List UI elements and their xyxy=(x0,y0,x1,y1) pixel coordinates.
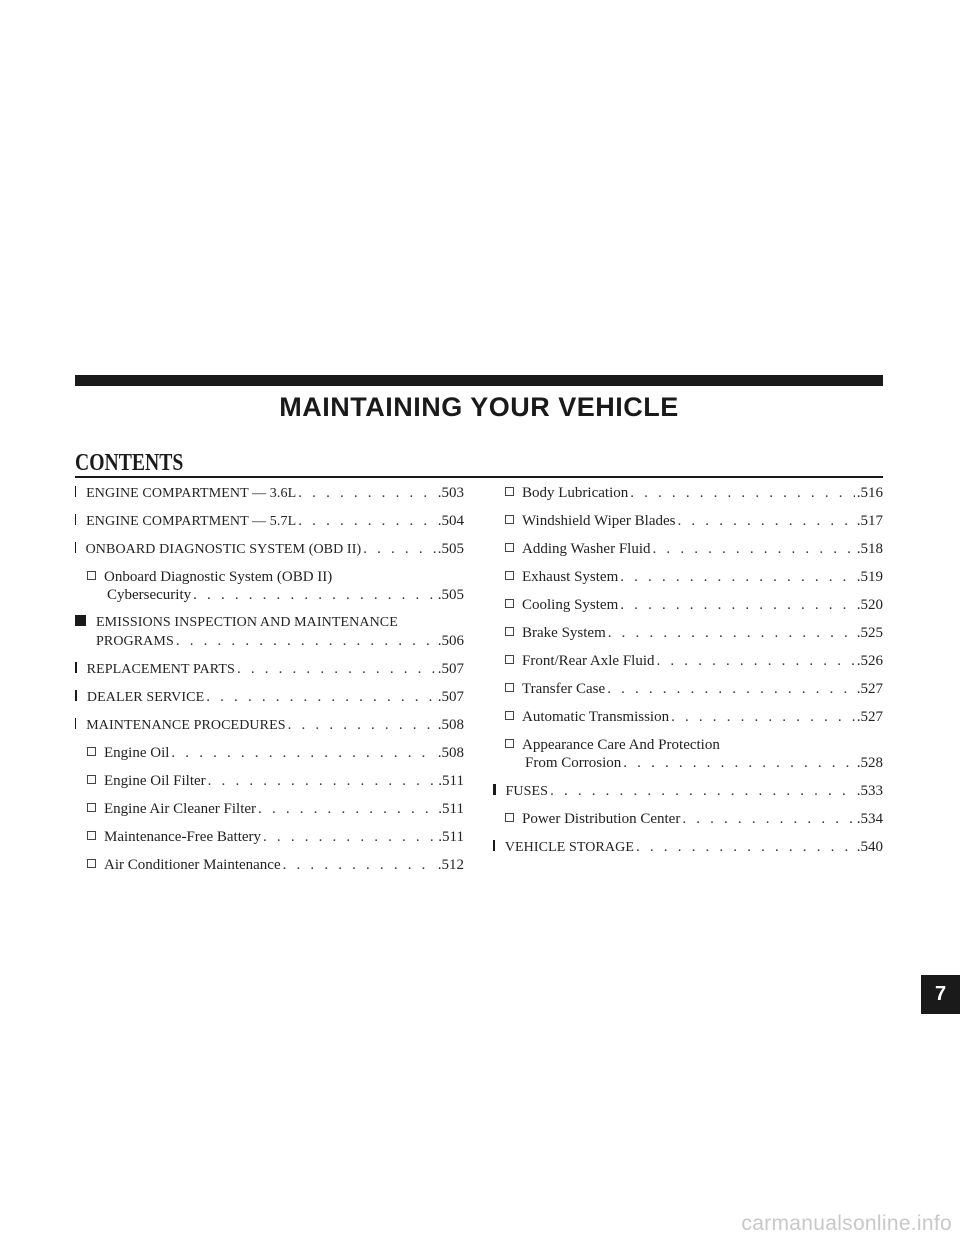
toc-entry-title: Windshield Wiper Blades xyxy=(522,513,676,529)
toc-entry xyxy=(505,652,883,670)
dot-leader xyxy=(171,744,435,762)
dot-leader xyxy=(653,540,855,558)
toc-entry-title: From Corrosion xyxy=(525,755,622,771)
dot-leader xyxy=(623,754,854,772)
toc-entry-title: Air Conditioner Maintenance xyxy=(104,857,281,873)
hollow-square-bullet-icon xyxy=(505,515,514,524)
dot-leader xyxy=(298,512,435,530)
toc-entry xyxy=(87,744,464,762)
toc-entry-title: Exhaust System xyxy=(522,569,619,585)
hollow-square-bullet-icon xyxy=(505,543,514,552)
dot-leader xyxy=(193,586,436,604)
square-bullet-icon xyxy=(75,514,76,525)
dot-leader xyxy=(258,800,436,818)
toc-page-number: .516 xyxy=(856,485,883,501)
hollow-square-bullet-icon xyxy=(87,803,96,812)
toc-entry xyxy=(505,810,883,828)
toc-entry-title: Brake System xyxy=(522,625,606,641)
toc-entry xyxy=(505,736,883,772)
contents-rule xyxy=(75,476,883,478)
toc-page-number: .508 xyxy=(437,717,464,733)
hollow-square-bullet-icon xyxy=(87,571,96,580)
toc-entry xyxy=(75,540,464,559)
toc-entry xyxy=(505,708,883,726)
hollow-square-bullet-icon xyxy=(87,747,96,756)
toc-page-number: .540 xyxy=(856,839,883,855)
toc-entry-title: ENGINE COMPARTMENT — 3.6L xyxy=(86,486,297,501)
toc-entry xyxy=(75,716,464,735)
square-bullet-icon xyxy=(75,662,77,673)
dot-leader xyxy=(283,856,436,874)
toc-page-number: .517 xyxy=(856,513,883,529)
square-bullet-icon xyxy=(75,486,76,497)
dot-leader xyxy=(288,716,436,734)
toc-entry xyxy=(75,688,464,707)
toc-entry-title: Engine Air Cleaner Filter xyxy=(104,801,257,817)
dot-leader xyxy=(237,660,436,678)
dot-leader xyxy=(363,540,436,558)
hollow-square-bullet-icon xyxy=(505,711,514,720)
toc-entry-title: Body Lubrication xyxy=(522,485,629,501)
toc-entry xyxy=(87,568,464,604)
toc-entry-title: ONBOARD DIAGNOSTIC SYSTEM (OBD II) xyxy=(85,542,362,557)
toc-entry-title: REPLACEMENT PARTS xyxy=(86,662,235,677)
hollow-square-bullet-icon xyxy=(87,831,96,840)
toc-entry xyxy=(505,568,883,586)
toc-entry xyxy=(505,512,883,530)
dot-leader xyxy=(607,680,855,698)
toc-page-number: .520 xyxy=(856,597,883,613)
toc-page-number: .534 xyxy=(856,811,883,827)
toc-page-number: .505 xyxy=(437,587,464,603)
hollow-square-bullet-icon xyxy=(505,627,514,636)
toc-page-number: .528 xyxy=(856,755,883,771)
toc-page-number: .503 xyxy=(437,485,464,501)
dot-leader xyxy=(678,512,855,530)
watermark: carmanualsonline.info xyxy=(741,1212,952,1235)
square-bullet-icon xyxy=(75,718,76,729)
toc-entry xyxy=(505,484,883,502)
toc-entry-title: PROGRAMS xyxy=(96,634,174,649)
toc-page-number: .511 xyxy=(438,773,464,789)
toc-page-number: .507 xyxy=(437,689,464,705)
toc-entry xyxy=(87,856,464,874)
hollow-square-bullet-icon xyxy=(87,775,96,784)
dot-leader xyxy=(608,624,855,642)
toc-entry-title: Maintenance-Free Battery xyxy=(104,829,262,845)
toc-page-number: .519 xyxy=(856,569,883,585)
toc-entry-title: FUSES xyxy=(505,784,549,799)
toc-page-number: .506 xyxy=(437,633,464,649)
dot-leader xyxy=(208,772,437,790)
dot-leader xyxy=(630,484,855,502)
toc-entry xyxy=(505,680,883,698)
toc-entry xyxy=(87,800,464,818)
hollow-square-bullet-icon xyxy=(505,655,514,664)
toc-entry xyxy=(75,484,464,503)
toc-page-number: .505 xyxy=(437,541,464,557)
hollow-square-bullet-icon xyxy=(505,599,514,608)
square-bullet-icon xyxy=(493,840,495,851)
dot-leader xyxy=(671,708,855,726)
hollow-square-bullet-icon xyxy=(505,683,514,692)
contents-heading: CONTENTS xyxy=(75,450,184,476)
square-bullet-icon xyxy=(75,542,76,553)
toc-entry xyxy=(493,782,883,801)
dot-leader xyxy=(657,652,855,670)
toc-page-number: .507 xyxy=(437,661,464,677)
dot-leader xyxy=(263,828,436,846)
toc-page-number: .504 xyxy=(437,513,464,529)
hollow-square-bullet-icon xyxy=(505,739,514,748)
toc-page-number: .533 xyxy=(856,783,883,799)
dot-leader xyxy=(620,596,854,614)
toc-entry xyxy=(75,512,464,531)
toc-entry xyxy=(505,540,883,558)
toc-page-number: .508 xyxy=(437,745,464,761)
square-bullet-icon xyxy=(493,784,496,795)
hollow-square-bullet-icon xyxy=(505,813,514,822)
toc-page-number: .525 xyxy=(856,625,883,641)
toc-entry-title: MAINTENANCE PROCEDURES xyxy=(86,718,286,733)
toc-entry-title: Cooling System xyxy=(522,597,619,613)
hollow-square-bullet-icon xyxy=(505,487,514,496)
toc-entry xyxy=(75,614,464,651)
toc-page-number: .511 xyxy=(438,829,464,845)
toc-entry-title: Adding Washer Fluid xyxy=(522,541,651,557)
toc-entry-title: ENGINE COMPARTMENT — 5.7L xyxy=(86,514,297,529)
square-bullet-icon xyxy=(75,690,77,701)
toc-entry-title: DEALER SERVICE xyxy=(86,690,205,705)
section-tab-label: 7 xyxy=(934,983,947,1005)
toc-entry-title: Engine Oil Filter xyxy=(104,773,206,789)
toc-entry xyxy=(493,838,883,857)
toc-page-number: .527 xyxy=(856,709,883,725)
toc-entry-title: Power Distribution Center xyxy=(522,811,681,827)
chapter-title: MAINTAINING YOUR VEHICLE xyxy=(279,392,679,422)
toc-entry xyxy=(87,828,464,846)
toc-entry-title: Transfer Case xyxy=(522,681,606,697)
toc-entry xyxy=(505,596,883,614)
dot-leader xyxy=(620,568,855,586)
toc-page-number: .511 xyxy=(438,801,464,817)
toc-entry-title: Front/Rear Axle Fluid xyxy=(522,653,655,669)
toc-entry xyxy=(75,660,464,679)
toc-page-number: .518 xyxy=(856,541,883,557)
dot-leader xyxy=(206,688,436,706)
toc-entry-title: EMISSIONS INSPECTION AND MAINTENANCE xyxy=(96,615,398,630)
hollow-square-bullet-icon xyxy=(87,859,96,868)
toc-page-number: .527 xyxy=(856,681,883,697)
toc-page-number: .526 xyxy=(856,653,883,669)
toc-entry-title: Cybersecurity xyxy=(107,587,192,603)
toc-entry-title: Onboard Diagnostic System (OBD II) xyxy=(104,569,333,585)
toc-page-number: .512 xyxy=(437,857,464,873)
section-tab xyxy=(921,975,960,1014)
dot-leader xyxy=(298,484,435,502)
dot-leader xyxy=(682,810,854,828)
toc-entry-title: Engine Oil xyxy=(104,745,170,761)
toc-entry-title: Appearance Care And Protection xyxy=(522,737,720,753)
toc-entry-title: VEHICLE STORAGE xyxy=(504,840,634,855)
toc-entry-title: Automatic Transmission xyxy=(522,709,670,725)
dot-leader xyxy=(636,838,855,856)
dot-leader xyxy=(176,632,436,650)
toc-entry xyxy=(505,624,883,642)
toc-entry xyxy=(87,772,464,790)
dot-leader xyxy=(550,782,855,800)
hollow-square-bullet-icon xyxy=(505,571,514,580)
square-bullet-icon xyxy=(75,615,86,626)
chapter-rule xyxy=(75,375,883,386)
